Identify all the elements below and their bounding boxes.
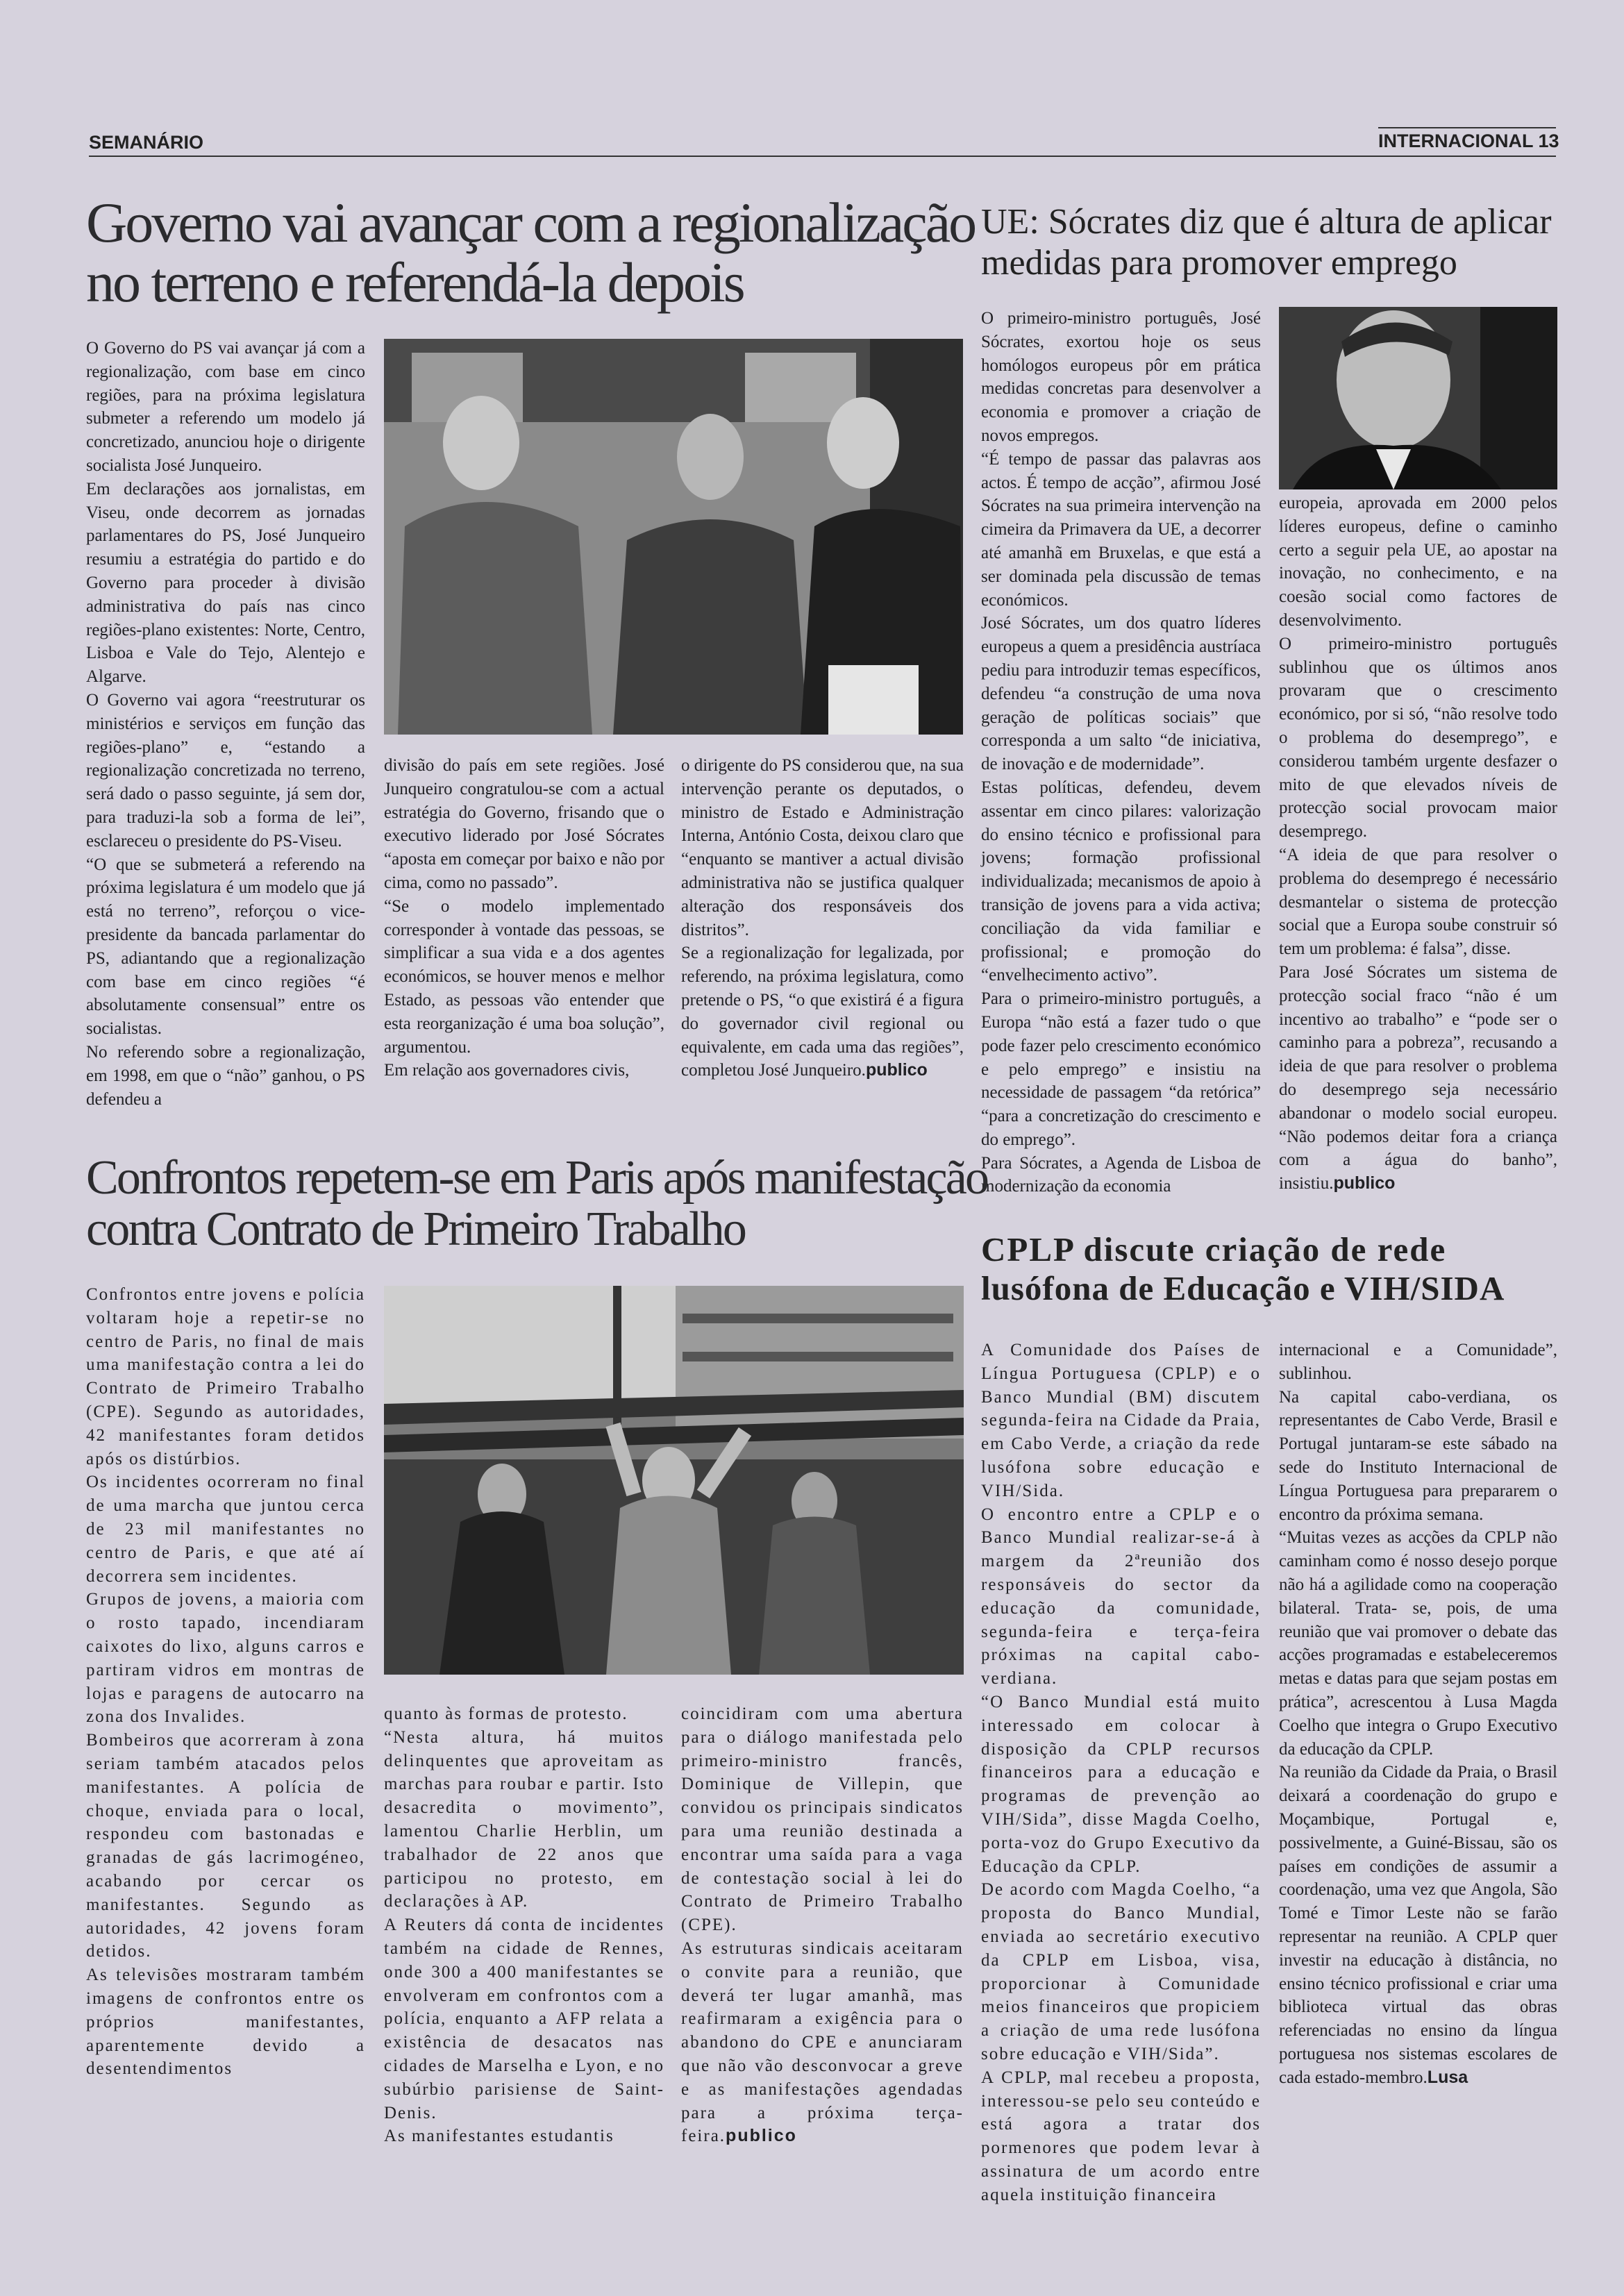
paragraph: O primeiro-ministro português, José Sócrates, exortou hoje os seus homólogos europeus pôr em prática medidas concretas para desenvolver a economia e promover a criação de novos empregos. <box>981 309 1261 445</box>
paragraph: De acordo com Magda Coelho, “a proposta do Banco Mundial, enviada ao secretário executivo da CPLP em Lisboa, visa, proporcionar à Comunidade meios financeiros que propiciem a criação de uma rede lusófona sobre educação e VIH/Sida”. <box>981 1880 1261 2063</box>
byline: publico <box>726 2126 797 2146</box>
header-top-rule <box>1378 127 1556 128</box>
paragraph: O encontro entre a CPLP e o Banco Mundial realizar-se-á à margem da 2ªreunião dos responsáveis do sector da educação da comunidade, segunda-feira e terça-feira próximas na capital cabo- verdiana. <box>981 1505 1261 1689</box>
paragraph: Confrontos entre jovens e polícia voltaram hoje a repetir-se no centro de Paris, no final de mais uma manifestação contra a lei do Contrato de Primeiro Trabalho (CPE). Segundo as autoridades, 42 manifestantes foram detidos após os distúrbios. <box>86 1285 365 1468</box>
paragraph <box>681 1937 964 2148</box>
paragraph: Para Sócrates, a Agenda de Lisboa de modernização da economia <box>981 1153 1261 1196</box>
paragraph: divisão do país em sete regiões. José Junqueiro congratulou-se com a actual estratégia do Governo, frisando que o executivo liderado por José Sócrates “aposta em começar por baixo e não por cima, como no passado”. <box>384 756 664 892</box>
paragraph: Na capital cabo-verdiana, os representantes de Cabo Verde, Brasil e Portugal juntaram-se este sábado na sede do Instituto Internacional de Língua Portuguesa para prepararem o encontro da próxima semana. <box>1279 1387 1557 1524</box>
paragraph-text: Para José Sócrates um sistema de protecção social fraco “não é um incentivo ao trabalho” e “pode ser o caminho para a pobreza”, recusando a ideia de que para resolver o problema do desemprego seja necessário abandonar o modelo social europeu. “Não podemos deitar fora a criança com a água do banho”, insistiu. <box>1279 962 1557 1193</box>
article1-headline <box>86 191 976 315</box>
paragraph <box>1279 1761 1557 2089</box>
article4-column1 <box>981 1339 1261 2206</box>
paragraph: Em declarações aos jornalistas, em Viseu, onde decorrem as jornadas parlamentares do PS, José Junqueiro resumiu a estratégia do partido e do Governo para proceder à divisão administrativa do país nas cinco regiões-plano existentes: Norte, Centro, Lisboa e Vale do Tejo, Alentejo e Algarve. <box>86 479 365 687</box>
article3-column3 <box>681 1702 964 2148</box>
paragraph: “Nesta altura, há muitos delinquentes que aproveitam as marchas para roubar e partir. Isto desacredita o movimento”, lamentou Charlie Herblin, um trabalhador de 22 anos que participou no protesto, em declarações à AP. <box>384 1727 664 1911</box>
paragraph: Os incidentes ocorreram no final de uma marcha que juntou cerca de 23 mil manifestantes no centro de Paris, e que até aí decorrera sem incidentes. <box>86 1473 365 1586</box>
paragraph: No referendo sobre a regionalização, em 1998, em que o “não” ganhou, o PS defendeu a <box>86 1042 365 1109</box>
article1-title-line1: Governo vai avançar com a regionalização <box>86 191 976 254</box>
paragraph: As manifestantes estudantis <box>384 2127 614 2146</box>
article3-protest-photo <box>384 1286 964 1675</box>
article1-column3 <box>681 754 964 1082</box>
paragraph-text: Na reunião da Cidade da Praia, o Brasil deixará a coordenação do grupo e Moçambique, Portugal e, possivelmente, a Guiné-Bissau, são os países em condições de assumir a coordenação, uma vez que Angola, São Tomé e Timor Leste não se farão representar na reunião. A CPLP quer investir na educação à distância, no ensino técnico profissional e criar uma biblioteca virtual das obras referenciadas no ensino da língua portuguesa nos sistemas escolares de cada estado-membro. <box>1279 1763 1557 2087</box>
paragraph-text: As estruturas sindicais aceitaram o convite para a reunião, que deverá ter lugar amanhã, mas reafirmaram a exigência para o abandono do CPE e anunciaram que não vão desconvocar a greve e as manifestações agendadas para a próxima terça-feira. <box>681 1938 964 2146</box>
paragraph: Bombeiros que acorreram à zona seriam também atacados pelos manifestantes. A polícia de choque, enviada para o local, respondeu com bastonadas e granadas de gás lacrimogéneo, acabando por cercar os manifestantes. Segundo as autoridades, 42 jovens foram detidos. <box>86 1731 365 1961</box>
paragraph: O Governo vai agora “reestruturar os ministérios e serviços em função das regiões-plano” e, “estando a regionalização concretizada no terreno, será dado o passo seguinte, já sem dor, para traduzi-la sob a forma de lei”, esclareceu o presidente do PS-Viseu. <box>86 690 365 850</box>
article3-title-line1: Confrontos repetem-se em Paris após manifestação <box>86 1151 988 1205</box>
article1-column2 <box>384 754 664 1082</box>
article4-title-line2: lusófona de Educação e VIH/SIDA <box>981 1268 1505 1307</box>
article4-column2 <box>1279 1339 1557 2090</box>
paragraph: “É tempo de passar das palavras aos actos. É tempo de acção”, afirmou José Sócrates na sua primeira intervenção na cimeira da Primavera da UE, a decorrer até amanhã em Bruxelas, e que está a ser dominada pela discussão de temas económicos. <box>981 449 1261 610</box>
paragraph: O primeiro-ministro português sublinhou que os últimos anos provaram que o crescimento económico, por si só, “não resolve todo o problema do desemprego”, e considerou também urgente desfazer o mito de que elevados níveis de protecção social provocam maior desemprego. <box>1279 634 1557 841</box>
paragraph: Em relação aos governadores civis, <box>384 1061 630 1080</box>
paragraph: A CPLP, mal recebeu a proposta, interessou-se pelo seu conteúdo e está agora a tratar dos pormenores que podem levar à assinatura de um acordo entre aquela instituição financeira <box>981 2068 1261 2204</box>
article1-column1 <box>86 337 365 1111</box>
paragraph-text: Se a regionalização for legalizada, por referendo, na próxima legislatura, como pretende o PS, “o que existirá é a figura do governador civil regional ou equivalente, em cada uma das regiões”, completou José Junqueiro. <box>681 944 964 1080</box>
paragraph: A Reuters dá conta de incidentes também na cidade de Rennes, onde 300 a 400 manifestantes se envolveram em confrontos com a polícia, enquanto a AFP relata a existência de desacatos nas cidades de Marselha e Lyon, e no subúrbio parisiense de Saint-Denis. <box>384 1916 664 2122</box>
paragraph: o dirigente do PS considerou que, na sua intervenção perante os deputados, o ministro de Estado e Administração Interna, António Costa, deixou claro que “enquanto se mantiver a actual divisão administrativa não se justifica qualquer alteração dos responsáveis dos distritos”. <box>681 756 964 939</box>
paragraph: “Muitas vezes as acções da CPLP não caminham como é nosso desejo porque não há a agilidade como na cooperação bilateral. Trata- se, pois, de uma reunião que vai promover o debate das acções programadas e estabeleceremos metas e datas para que sejam postas em prática”, acrescentou à Lusa Magda Coelho que integra o Grupo Executivo da educação da CPLP. <box>1279 1528 1557 1759</box>
article3-title-line2: contra Contrato de Primeiro Trabalho <box>86 1202 746 1256</box>
article2-column2 <box>1279 492 1557 1196</box>
paragraph: Para o primeiro-ministro português, a Europa “não está a fazer tudo o que pode fazer pelo crescimento económico e pelo emprego” e insistiu na necessidade de passagem “da retórica” “para a concretização do crescimento e do emprego”. <box>981 989 1261 1149</box>
paragraph: europeia, aprovada em 2000 pelos líderes europeus, define o caminho certo a seguir pela UE, ao apostar na inovação, no conhecimento, e na coesão social como factores de desenvolvimento. <box>1279 494 1557 630</box>
paragraph: José Sócrates, um dos quatro líderes europeus a quem a presidência austríaca pediu para introduzir temas específicos, defendeu “a construção de uma nova geração de políticas sociais” que corresponda a um salto “de iniciativa, de inovação e de modernidade”. <box>981 614 1261 774</box>
article1-title-line2: no terreno e referendá-la depois <box>86 251 744 315</box>
header-rule <box>89 156 1556 157</box>
paragraph: “Se o modelo implementado corresponder à vontade das pessoas, se simplificar a sua vida e a dos agentes económicos, se houver menos e melhor Estado, as pessoas vão entender que esta reorganização é uma boa solução”, argumentou. <box>384 896 664 1057</box>
paragraph: “A ideia de que para resolver o problema do desemprego é necessário desmantelar o sistema de protecção social que a Europa soube construir só tem um problema: é falsa”, disse. <box>1279 845 1557 959</box>
paragraph: coincidiram com uma abertura para o diálogo manifestada pelo primeiro-ministro francês, Dominique de Villepin, que convidou os principais sindicatos para uma reunião destinada a encontrar uma saída para a vaga de contestação social à lei do Contrato de Primeiro Trabalho (CPE). <box>681 1704 964 1935</box>
paragraph: internacional e a Comunidade”, sublinhou. <box>1279 1341 1557 1383</box>
article2-column1 <box>981 307 1261 1198</box>
paragraph: “O que se submeterá a referendo na próxima legislatura é um modelo que já está no terreno”, reforçou o vice-presidente da bancada parlamentar do PS, adiantando que a regionalização com base em cinco regiões “é absolutamente consensual” entre os socialistas. <box>86 855 365 1039</box>
page-section-number: INTERNACIONAL 13 <box>1378 131 1559 151</box>
paragraph: O Governo do PS vai avançar já com a regionalização, com base em cinco regiões, para na próxima legislatura submeter a referendo um modelo já concretizado, anunciou hoje o dirigente socialista José Junqueiro. <box>86 339 365 475</box>
article3-column1 <box>86 1283 365 2081</box>
paragraph: A Comunidade dos Países de Língua Portuguesa (CPLP) e o Banco Mundial (BM) discutem segunda-feira na Cidade da Praia, em Cabo Verde, a criação da rede lusófona sobre educação e VIH/Sida. <box>981 1341 1261 1500</box>
section-name: SEMANÁRIO <box>89 132 204 153</box>
paragraph <box>1279 961 1557 1196</box>
paragraph: As televisões mostraram também imagens de confrontos entre os próprios manifestantes, aparentemente devido a desentendimentos <box>86 1966 365 2079</box>
article2-portrait-photo <box>1279 307 1557 489</box>
byline: publico <box>1333 1173 1396 1193</box>
byline: publico <box>865 1060 928 1080</box>
article2-headline <box>981 201 1557 284</box>
paragraph <box>681 941 964 1082</box>
article2-title-line2: medidas para promover emprego <box>981 243 1457 283</box>
paragraph: quanto às formas de protesto. <box>384 1704 628 1723</box>
article4-headline <box>981 1230 1557 1308</box>
article3-headline <box>86 1151 988 1256</box>
article3-column2 <box>384 1702 664 2148</box>
paragraph: Grupos de jovens, a maioria com o rosto tapado, incendiaram caixotes do lixo, alguns carros e partiram vidros em montras de lojas e paragens de autocarro na zona dos Invalides. <box>86 1590 365 1727</box>
article4-title-line1: CPLP discute criação de rede <box>981 1230 1447 1268</box>
article1-photo <box>384 339 963 735</box>
paragraph: “O Banco Mundial está muito interessado em colocar à disposição da CPLP recursos financeiros para a educação e programas de prevenção ao VIH/Sida”, disse Magda Coelho, porta-voz do Grupo Executivo da Educação da CPLP. <box>981 1692 1261 1876</box>
paragraph: Estas políticas, defendeu, devem assentar em cinco pilares: valorização do ensino técnico e profissional para jovens; formação profissional individualizada; mecanismos de apoio à transição de jovens para a vida activa; conciliação da vida familiar e profissional; e promoção do “envelhecimento activo”. <box>981 778 1261 985</box>
article2-title-line1: UE: Sócrates diz que é altura de aplicar <box>981 202 1552 242</box>
byline: Lusa <box>1427 2067 1468 2087</box>
